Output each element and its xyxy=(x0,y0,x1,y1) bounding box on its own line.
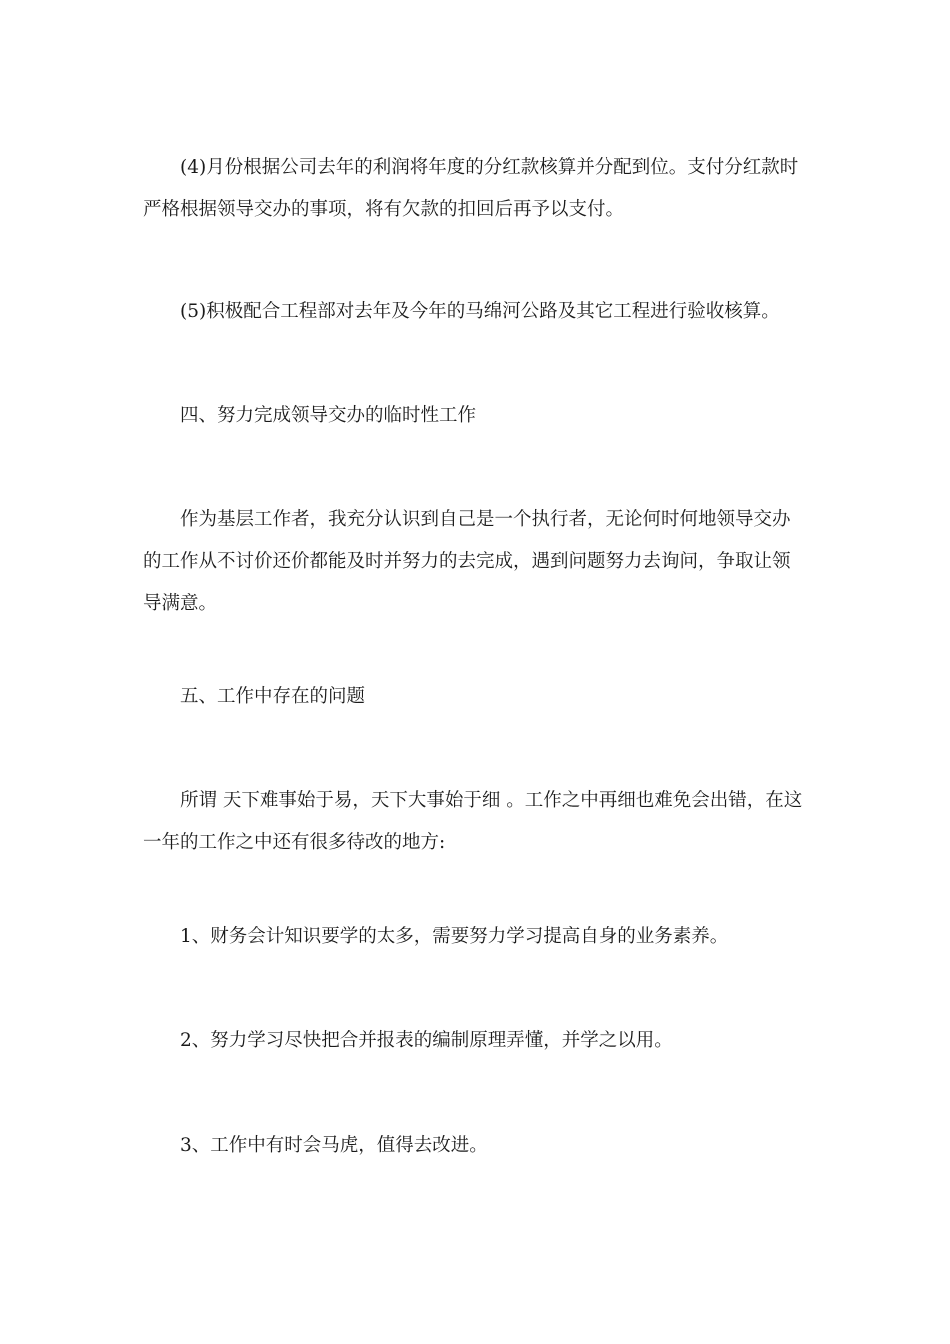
section-heading-problems: 五、工作中存在的问题 xyxy=(180,686,366,707)
section-heading-temporary-work: 四、努力完成领导交办的临时性工作 xyxy=(180,405,477,426)
list-item-accounting-knowledge: 1、财务会计知识要学的太多，需要努力学习提高自身的业务素养。 xyxy=(180,926,729,947)
list-item-consolidated-statements: 2、努力学习尽快把合并报表的编制原理弄懂，并学之以用。 xyxy=(180,1030,673,1051)
list-item-carelessness: 3、工作中有时会马虎，值得去改进。 xyxy=(180,1135,488,1156)
paragraph-dividend-accounting: (4)月份根据公司去年的利润将年度的分红款核算并分配到位。支付分红款时严格根据领导交办的事项，将有欠款的扣回后再予以支付。 xyxy=(143,157,799,220)
paragraph-road-project-audit: (5)积极配合工程部对去年及今年的马绵河公路及其它工程进行验收核算。 xyxy=(180,301,780,322)
paragraph-problems-intro: 所谓 天下难事始于易，天下大事始于细 。工作之中再细也难免会出错，在这一年的工作之中还有很多待改的地方: xyxy=(143,790,803,853)
paragraph-executor-attitude: 作为基层工作者，我充分认识到自己是一个执行者，无论何时何地领导交办的工作从不讨价还价都能及时并努力的去完成，遇到问题努力去询问，争取让领导满意。 xyxy=(143,509,791,614)
